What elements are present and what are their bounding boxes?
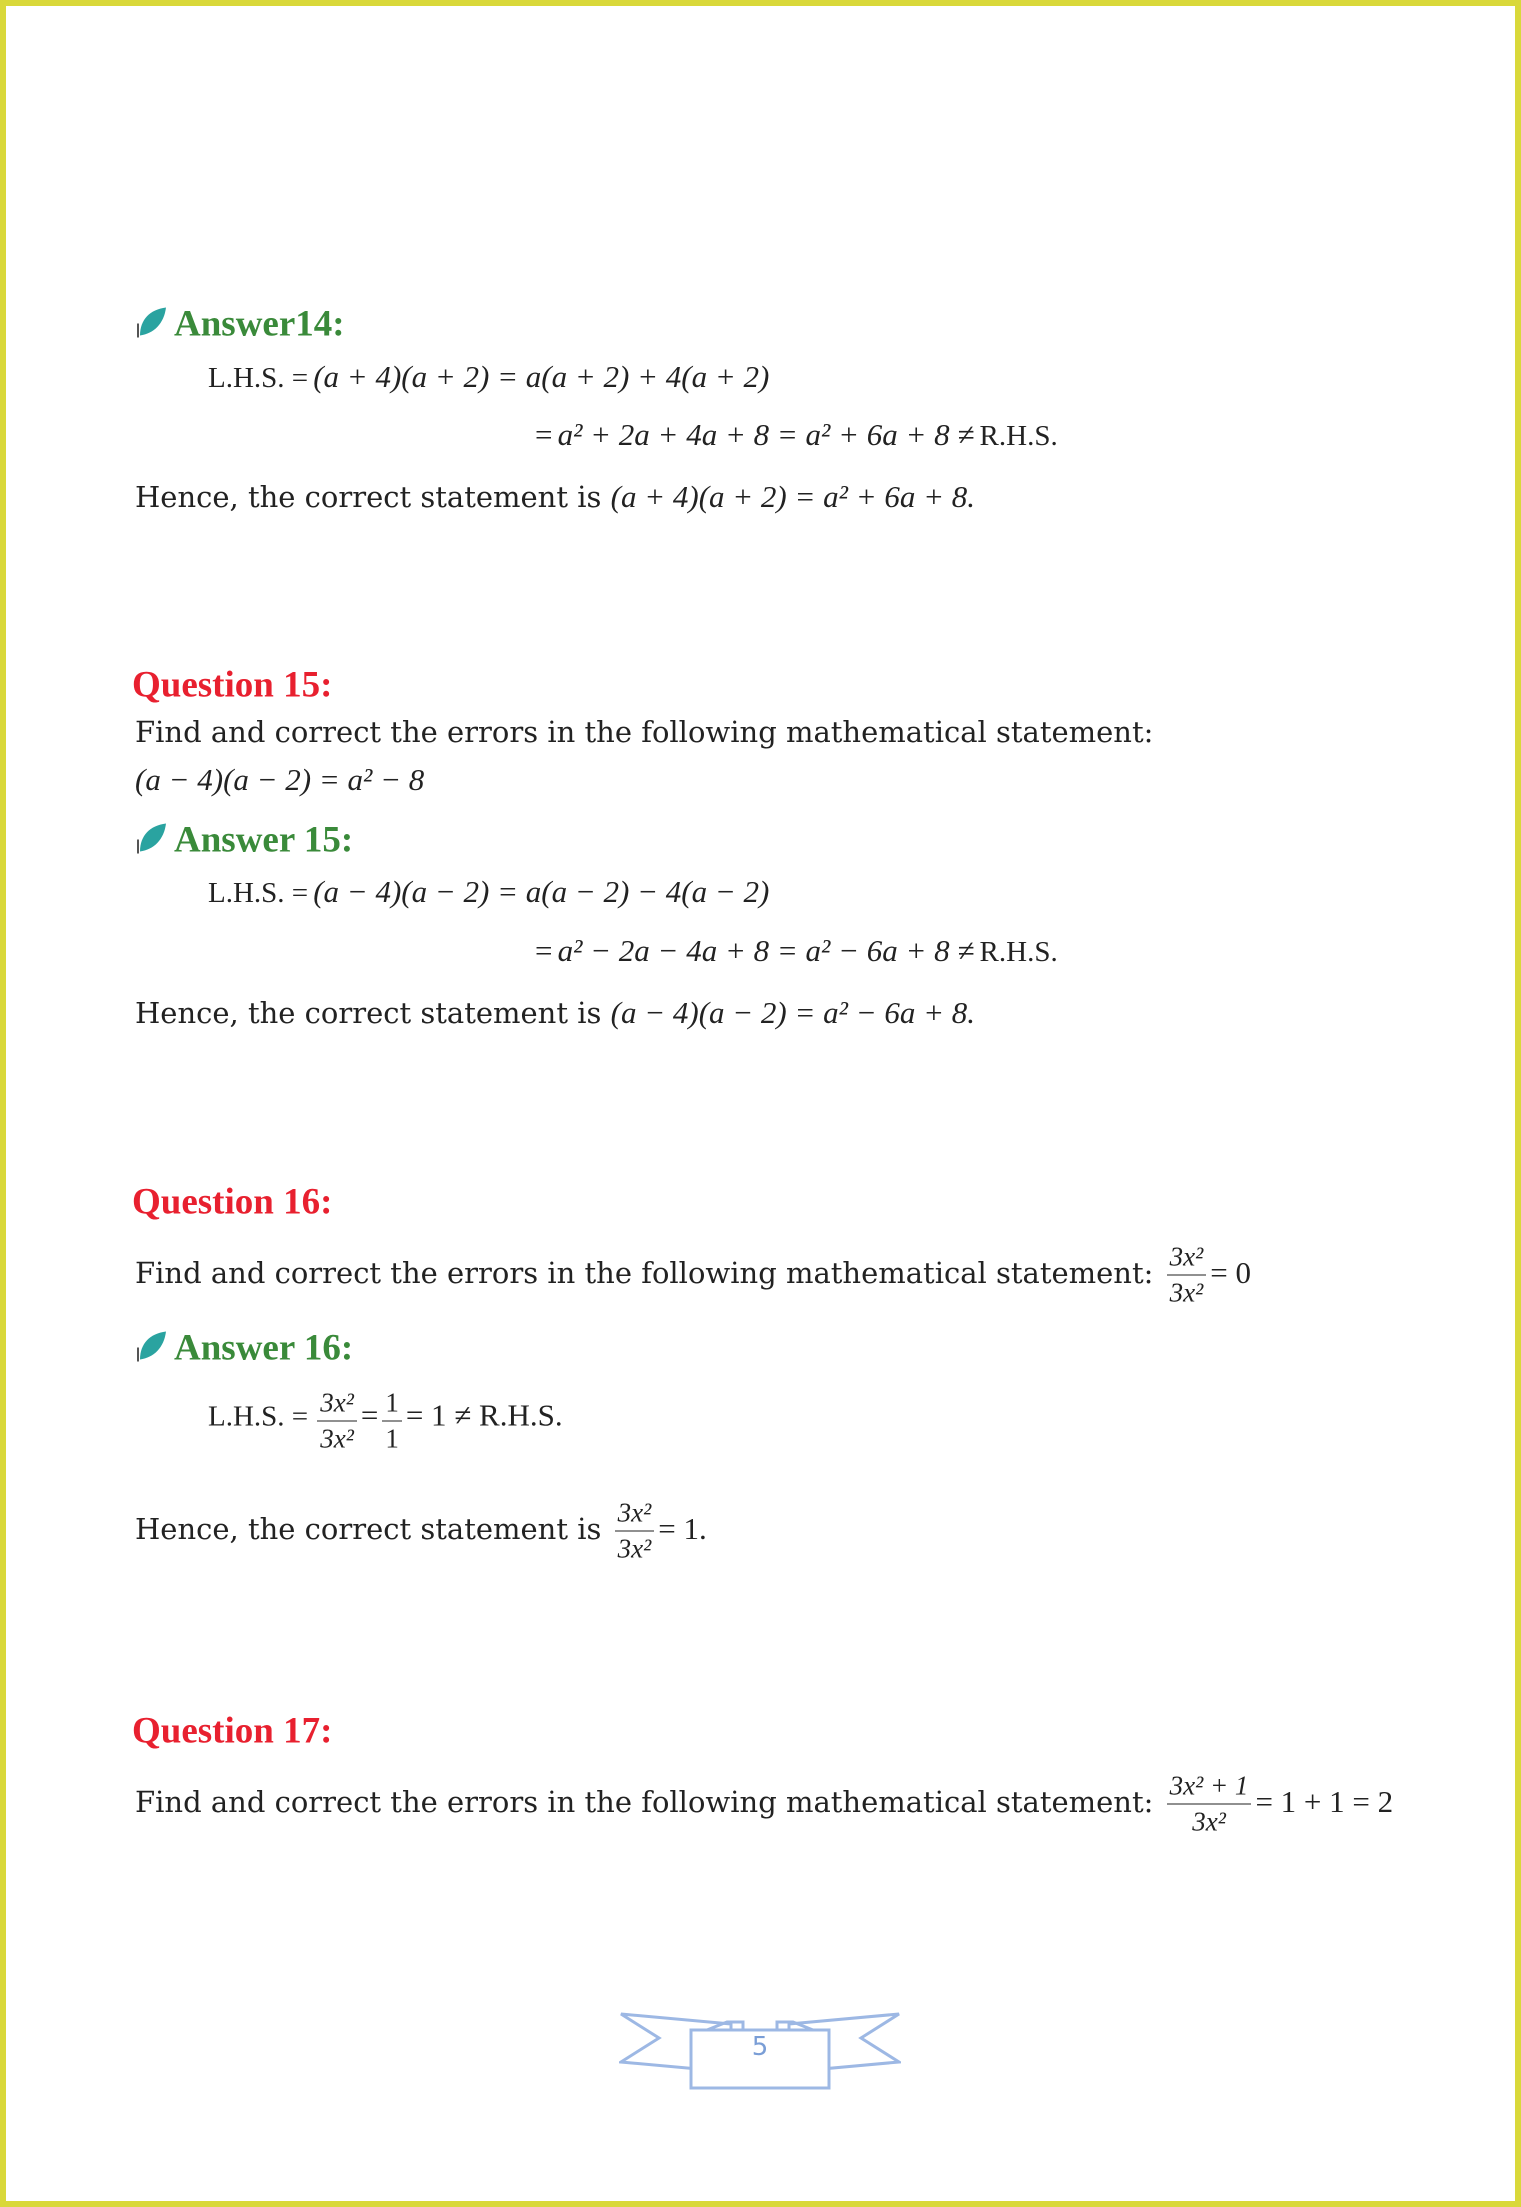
question-16-text bbox=[135, 1242, 1251, 1309]
numerator: 3x² bbox=[317, 1388, 357, 1422]
numerator: 3x² bbox=[615, 1498, 655, 1532]
question-15-statement: (a − 4)(a − 2) = a² − 8 bbox=[135, 762, 425, 797]
equation-rest: = 1. bbox=[658, 1511, 707, 1546]
question-text: Find and correct the errors in the following mathematical statement: bbox=[135, 1256, 1154, 1290]
answer-14-line-2 bbox=[535, 417, 1058, 453]
fraction bbox=[615, 1498, 655, 1565]
numerator: 1 bbox=[382, 1388, 402, 1422]
equation: a² − 2a − 4a + 8 = a² − 6a + 8 ≠ bbox=[557, 933, 975, 968]
tiwari-leaf-logo-icon bbox=[134, 1330, 168, 1364]
equation: a² + 2a + 4a + 8 = a² + 6a + 8 ≠ bbox=[557, 417, 975, 452]
lhs-label: L.H.S. = bbox=[208, 877, 309, 909]
question-17-heading: Question 17: bbox=[132, 1710, 333, 1752]
conclusion-text: Hence, the correct statement is bbox=[135, 996, 602, 1030]
tiwari-leaf-logo-icon bbox=[134, 306, 168, 340]
answer-16-title: Answer 16: bbox=[174, 1327, 354, 1369]
answer-16-line-1: L.H.S. = $\frac{\text{3x²}}{\text{3x²}}$ = $\frac{1}{1}$ = 1 ≠ R.H.S. bbox=[208, 1387, 563, 1454]
fraction bbox=[1167, 1771, 1252, 1838]
numerator: 3x² + 1 bbox=[1167, 1771, 1252, 1805]
denominator: 3x² bbox=[1192, 1806, 1226, 1837]
question-15-heading: Question 15: bbox=[132, 664, 333, 706]
rhs-label: R.H.S. bbox=[979, 936, 1058, 968]
answer-16-conclusion bbox=[135, 1498, 707, 1565]
equation: (a − 4)(a − 2) = a² − 6a + 8. bbox=[610, 995, 976, 1030]
denominator: 3x² bbox=[1169, 1277, 1204, 1308]
answer-14-heading bbox=[134, 303, 345, 346]
answer-15-line-2 bbox=[535, 933, 1058, 969]
conclusion-text: Hence, the correct statement is bbox=[135, 480, 602, 514]
equation: (a + 4)(a + 2) = a(a + 2) + 4(a + 2) bbox=[313, 359, 770, 394]
lhs-label: L.H.S. = bbox=[208, 1400, 309, 1433]
equation-rest: = 1 ≠ R.H.S. bbox=[405, 1397, 563, 1433]
fraction bbox=[317, 1388, 357, 1455]
denominator: 3x² bbox=[617, 1533, 652, 1564]
answer-15-line-1 bbox=[208, 874, 769, 910]
numerator: 3x² bbox=[1167, 1242, 1207, 1276]
answer-14-title: Answer14: bbox=[174, 303, 345, 345]
question-17-text bbox=[135, 1771, 1393, 1838]
lhs-label: L.H.S. = bbox=[208, 362, 309, 394]
answer-15-conclusion bbox=[135, 995, 975, 1031]
equals-sign: = bbox=[535, 417, 553, 452]
denominator: 1 bbox=[385, 1423, 399, 1454]
equation-rest: = 0 bbox=[1210, 1255, 1251, 1290]
page-number: 5 bbox=[751, 2032, 769, 2062]
question-16-heading: Question 16: bbox=[132, 1181, 333, 1223]
answer-16-heading bbox=[134, 1327, 353, 1370]
equation-rest: = 1 + 1 = 2 bbox=[1255, 1784, 1394, 1819]
answer-14-line-1 bbox=[208, 359, 769, 395]
answer-14-conclusion bbox=[135, 479, 975, 515]
tiwari-leaf-logo-icon bbox=[134, 822, 168, 856]
equation: (a + 4)(a + 2) = a² + 6a + 8. bbox=[610, 479, 976, 514]
answer-15-heading bbox=[134, 819, 353, 862]
conclusion-text: Hence, the correct statement is bbox=[135, 1512, 602, 1546]
fraction bbox=[382, 1388, 402, 1455]
page-number-ribbon bbox=[619, 1990, 901, 2090]
question-15-text: Find and correct the errors in the following mathematical statement: bbox=[135, 715, 1154, 749]
equals-sign: = bbox=[535, 933, 553, 968]
fraction bbox=[1167, 1242, 1207, 1309]
denominator: 3x² bbox=[320, 1423, 354, 1454]
answer-15-title: Answer 15: bbox=[174, 819, 354, 861]
question-text: Find and correct the errors in the following mathematical statement: bbox=[135, 1785, 1154, 1819]
rhs-label: R.H.S. bbox=[979, 420, 1058, 452]
equation: (a − 4)(a − 2) = a(a − 2) − 4(a − 2) bbox=[313, 874, 770, 909]
